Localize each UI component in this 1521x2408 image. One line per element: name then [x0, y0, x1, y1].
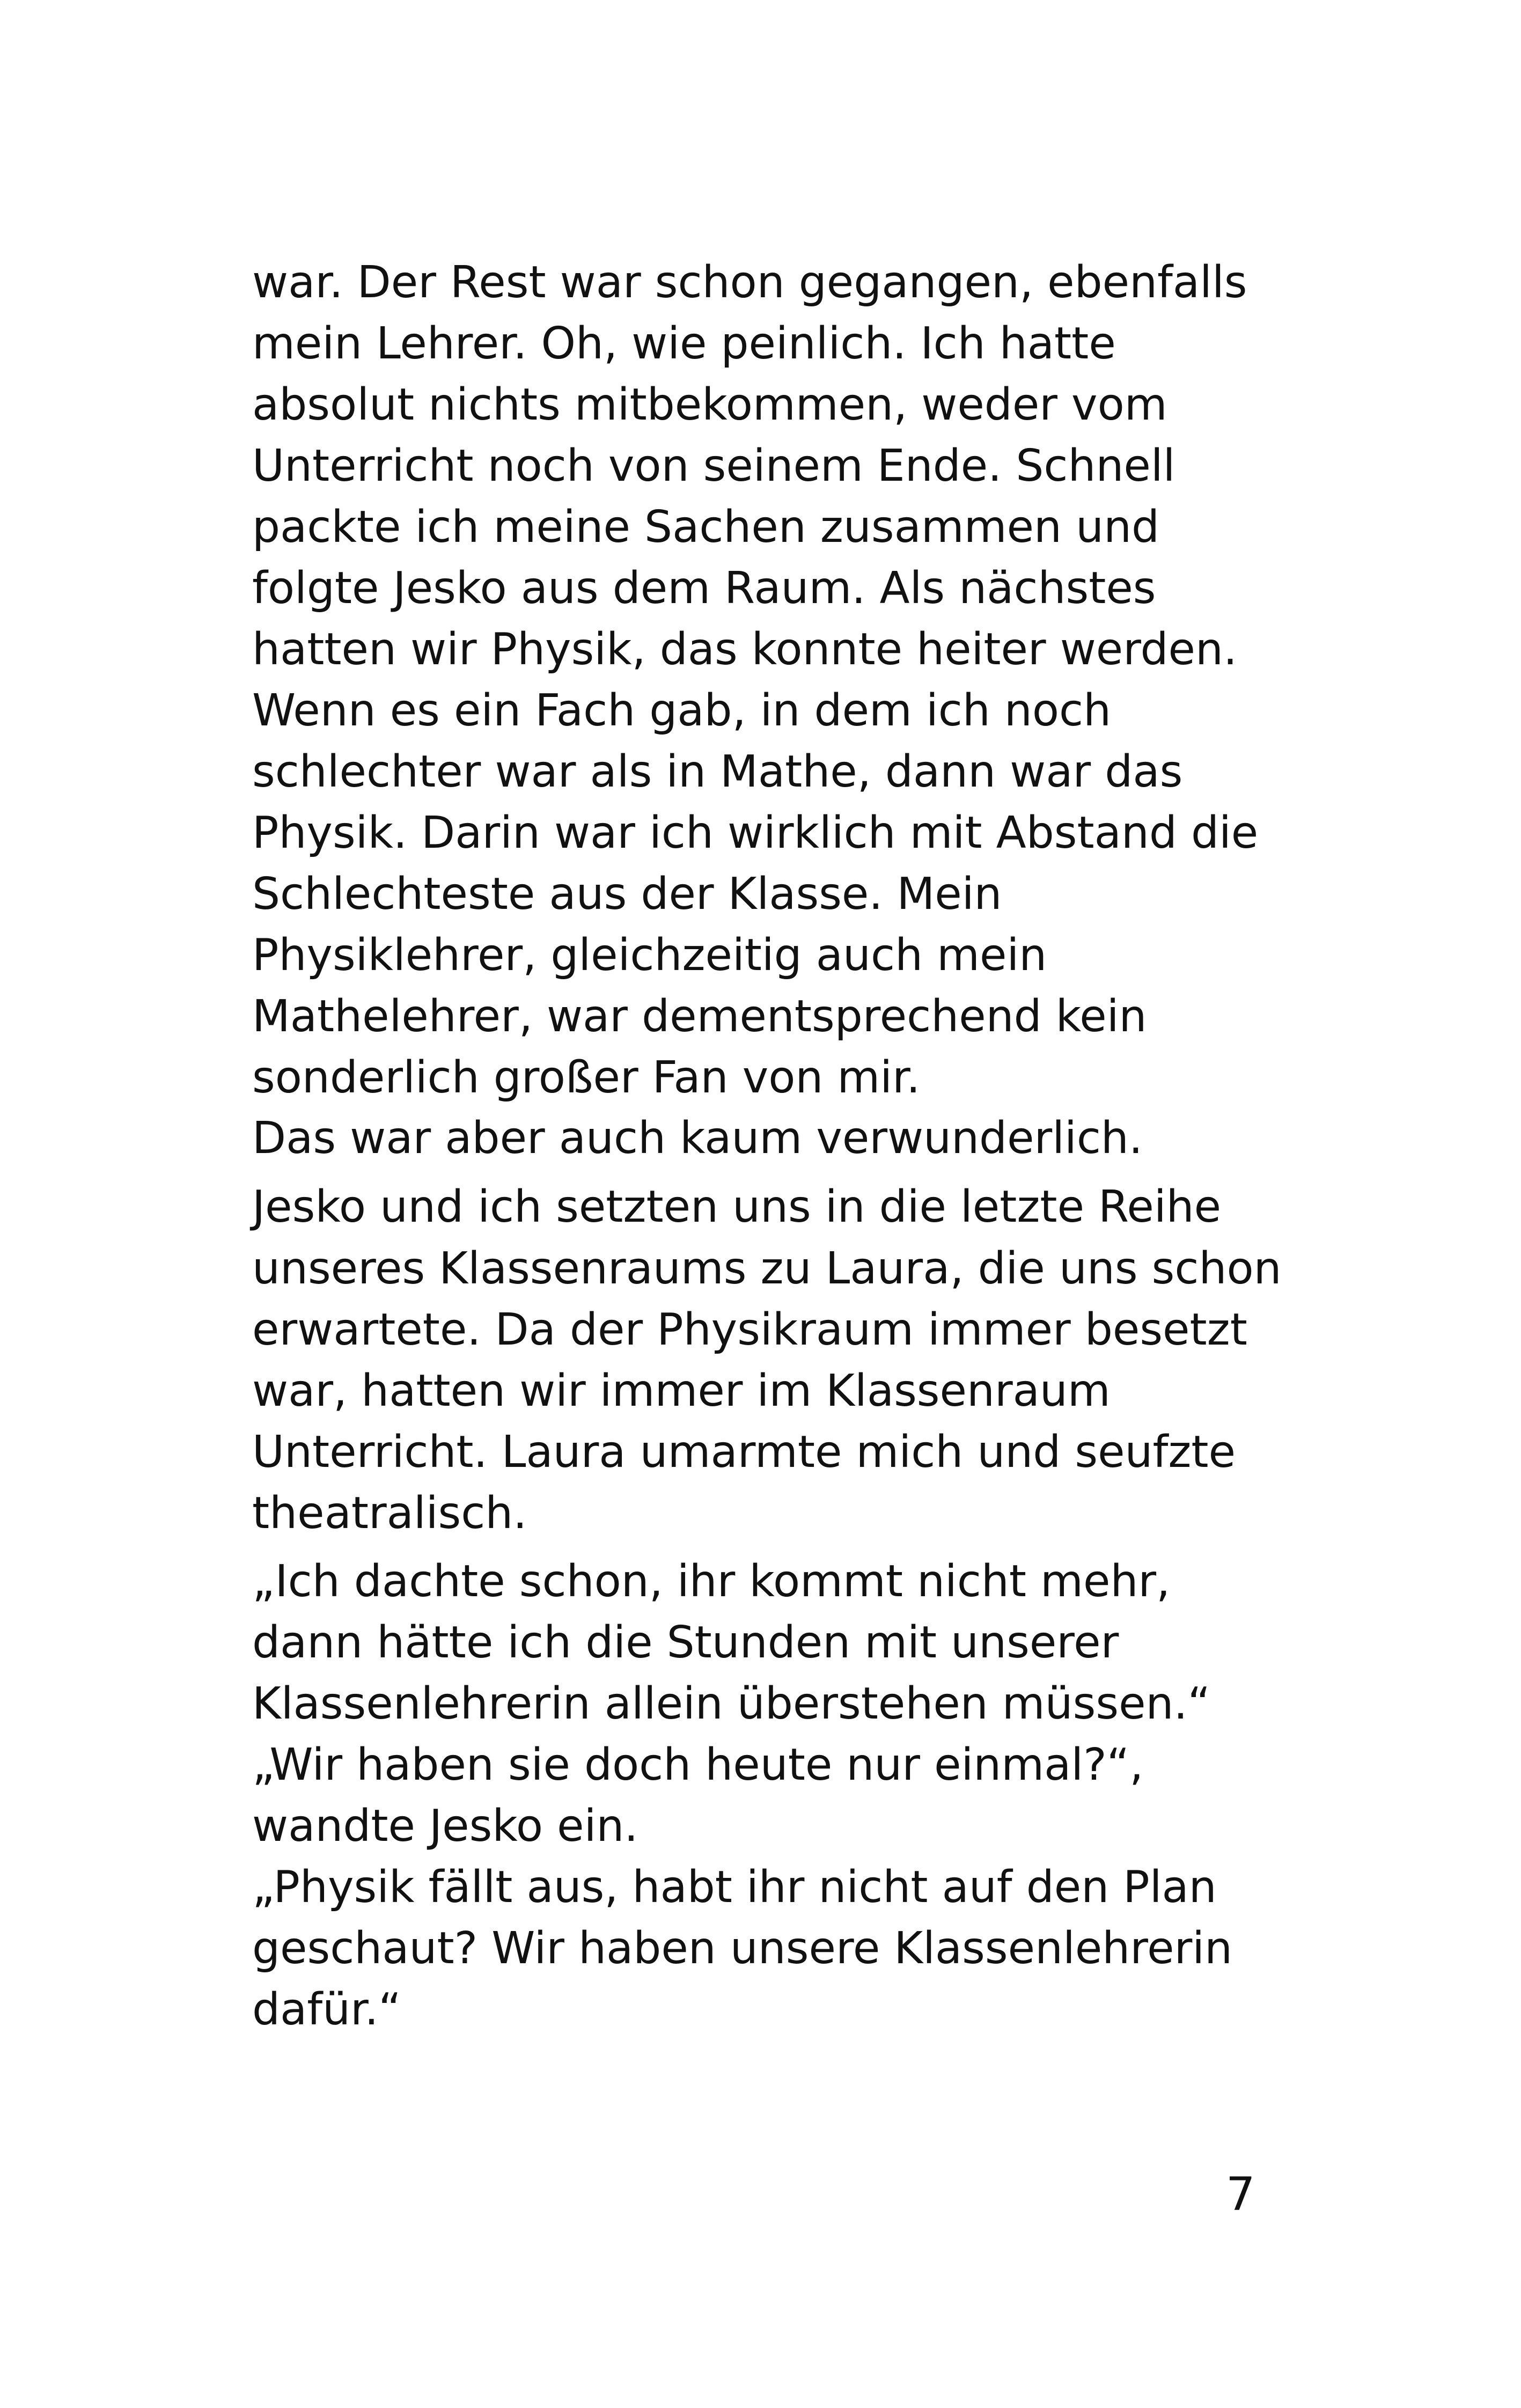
text-line: Unterricht. Laura umarmte mich und seufzte — [252, 1427, 1236, 1478]
text-line: schlechter war als in Mathe, dann war das — [252, 746, 1183, 797]
text-line: war. Der Rest war schon gegangen, ebenfalls — [252, 257, 1247, 308]
text-line: „Physik fällt aus, habt ihr nicht auf den Plan — [252, 1862, 1217, 1913]
text-line: Das war aber auch kaum verwunderlich. — [252, 1113, 1143, 1164]
text-line: Schlechteste aus der Klasse. Mein — [252, 869, 1002, 920]
text-line: „Ich dachte schon, ihr kommt nicht mehr, — [252, 1556, 1171, 1607]
text-line: Mathelehrer, war dementsprechend kein — [252, 991, 1147, 1042]
text-line: hatten wir Physik, das konnte heiter werden. — [252, 624, 1238, 675]
text-line: Physik. Darin war ich wirklich mit Abstand die — [252, 807, 1259, 858]
text-line: geschaut? Wir haben unsere Klassenlehrerin — [252, 1923, 1233, 1974]
text-line: absolut nichts mitbekommen, weder vom — [252, 379, 1167, 430]
text-line: folgte Jesko aus dem Raum. Als nächstes — [252, 563, 1156, 614]
text-line: mein Lehrer. Oh, wie peinlich. Ich hatte — [252, 318, 1116, 369]
text-line: unseres Klassenraums zu Laura, die uns schon — [252, 1243, 1282, 1294]
text-line: Klassenlehrerin allein überstehen müssen.“ — [252, 1678, 1211, 1729]
text-line: Wenn es ein Fach gab, in dem ich noch — [252, 685, 1112, 736]
text-line: dann hätte ich die Stunden mit unserer — [252, 1617, 1119, 1668]
text-line: Physiklehrer, gleichzeitig auch mein — [252, 930, 1047, 981]
text-line: Jesko und ich setzten uns in die letzte Reihe — [252, 1181, 1222, 1232]
text-line: Unterricht noch von seinem Ende. Schnell — [252, 441, 1175, 491]
text-line: „Wir haben sie doch heute nur einmal?“, — [252, 1739, 1144, 1790]
text-line: theatralisch. — [252, 1488, 527, 1539]
text-line: wandte Jesko ein. — [252, 1801, 638, 1852]
text-line: sonderlich großer Fan von mir. — [252, 1052, 921, 1103]
text-line: dafür.“ — [252, 1984, 401, 2035]
text-line: war, hatten wir immer im Klassenraum — [252, 1365, 1111, 1416]
text-line: packte ich meine Sachen zusammen und — [252, 502, 1160, 553]
text-line: erwartete. Da der Physikraum immer besetzt — [252, 1304, 1247, 1355]
page-number: 7 — [1226, 2168, 1255, 2221]
